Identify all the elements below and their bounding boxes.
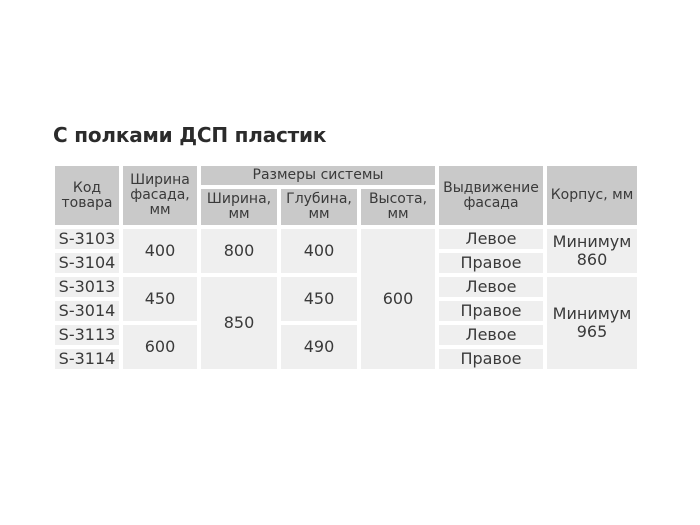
page-title: С полками ДСП пластик	[53, 123, 327, 147]
product-code: S-3113	[55, 325, 119, 345]
extension-cell: Правое	[439, 253, 543, 273]
header-depth: Глубина, мм	[281, 189, 357, 225]
system-width-cell: 850	[201, 277, 277, 369]
header-code: Код товара	[55, 166, 119, 225]
product-code: S-3103	[55, 229, 119, 249]
header-height: Высота, мм	[361, 189, 435, 225]
system-depth-cell: 450	[281, 277, 357, 321]
facade-width-cell: 450	[123, 277, 197, 321]
extension-cell: Левое	[439, 325, 543, 345]
extension-cell: Правое	[439, 349, 543, 369]
system-width-cell: 800	[201, 229, 277, 273]
extension-cell: Левое	[439, 277, 543, 297]
system-depth-cell: 400	[281, 229, 357, 273]
product-code: S-3114	[55, 349, 119, 369]
extension-cell: Правое	[439, 301, 543, 321]
product-code: S-3013	[55, 277, 119, 297]
product-code: S-3014	[55, 301, 119, 321]
product-spec-table	[51, 162, 641, 373]
header-width: Ширина, мм	[201, 189, 277, 225]
system-height-cell: 600	[361, 229, 435, 369]
table-row	[55, 277, 637, 297]
product-code: S-3104	[55, 253, 119, 273]
header-extension: Выдвижение фасада	[439, 166, 543, 225]
facade-width-cell: 400	[123, 229, 197, 273]
extension-cell: Левое	[439, 229, 543, 249]
table-row	[55, 229, 637, 249]
header-body: Корпус, мм	[547, 166, 637, 225]
header-system-sizes: Размеры системы	[201, 166, 435, 185]
body-cell: Минимум 860	[547, 229, 637, 273]
body-cell: Минимум 965	[547, 277, 637, 369]
header-facade-width: Ширина фасада, мм	[123, 166, 197, 225]
system-depth-cell: 490	[281, 325, 357, 369]
facade-width-cell: 600	[123, 325, 197, 369]
